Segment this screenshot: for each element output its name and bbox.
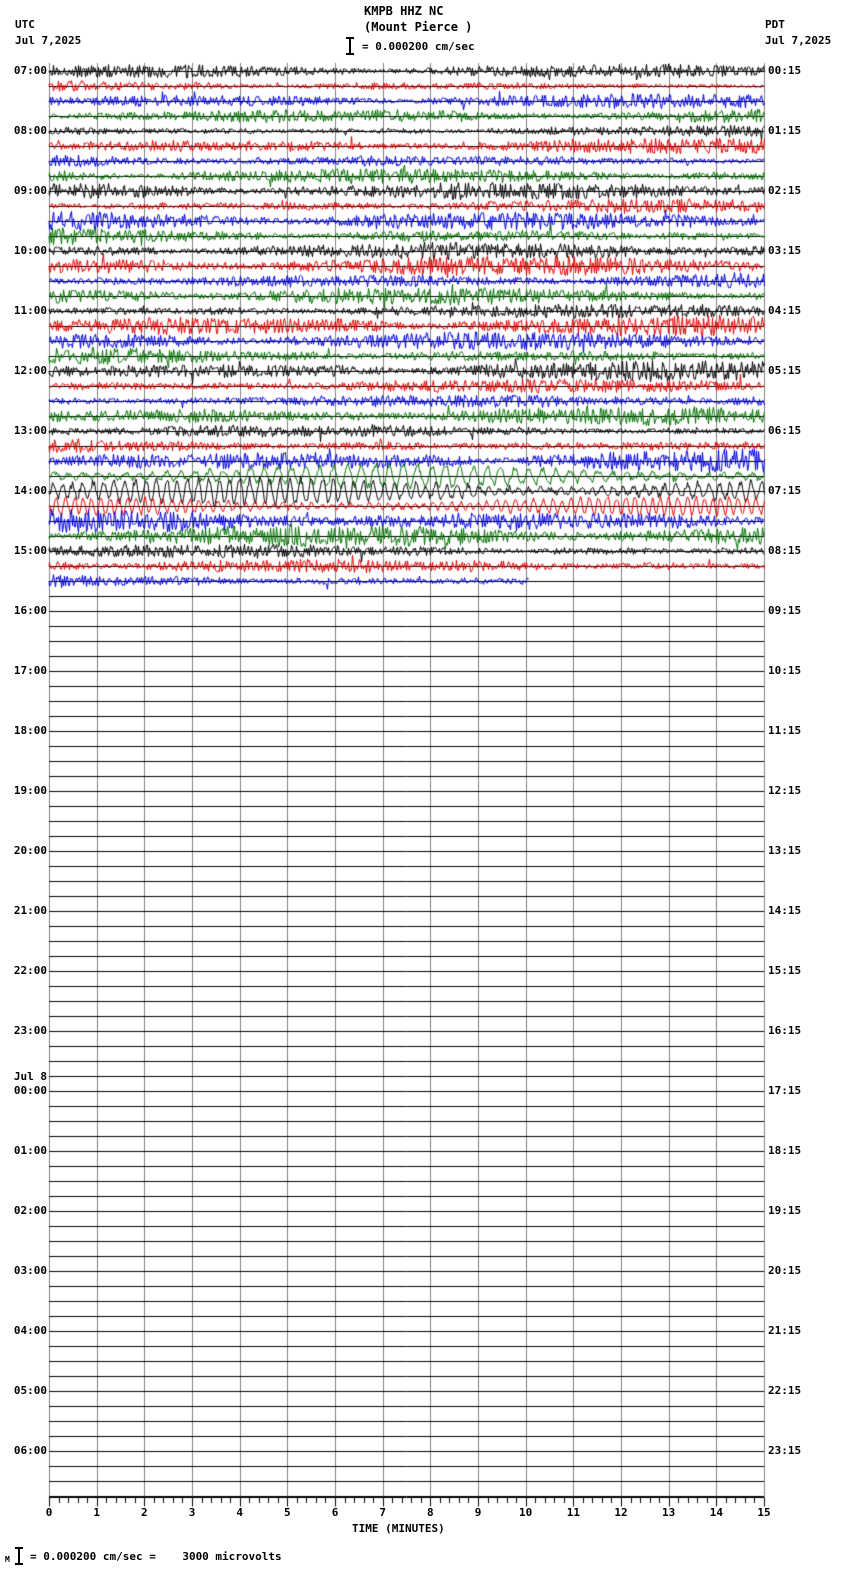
utc-hour-label: 21:00 (13, 904, 47, 917)
utc-hour-label: 05:00 (13, 1384, 47, 1397)
utc-hour-label: 00:00 (13, 1084, 47, 1097)
utc-hour-label: 17:00 (13, 664, 47, 677)
minute-tick-label: 8 (427, 1506, 434, 1519)
pdt-hour-label: 23:15 (768, 1444, 802, 1457)
pdt-hour-label: 00:15 (768, 64, 802, 77)
minute-tick-label: 1 (93, 1506, 100, 1519)
utc-hour-label: 13:00 (13, 424, 47, 437)
bottom-scale-bar-icon (15, 1547, 23, 1565)
minute-tick-label: 3 (188, 1506, 196, 1519)
pdt-hour-label: 19:15 (768, 1204, 802, 1217)
utc-hour-label: 19:00 (13, 784, 47, 797)
pdt-hour-label: 21:15 (768, 1324, 802, 1337)
pdt-hour-label: 15:15 (768, 964, 802, 977)
minute-tick-label: 9 (474, 1506, 482, 1519)
utc-hour-label: 14:00 (13, 484, 47, 497)
station-title: KMPB HHZ NC (364, 4, 444, 18)
bottom-scale-note: = 0.000200 cm/sec = 3000 microvolts (30, 1550, 282, 1563)
utc-hour-label: 08:00 (13, 124, 47, 137)
pdt-hour-label: 03:15 (768, 244, 802, 257)
pdt-hour-label: 20:15 (768, 1264, 802, 1277)
date-rollover-label: Jul 8 (13, 1070, 47, 1083)
pdt-hour-label: 09:15 (768, 604, 802, 617)
utc-hour-label: 20:00 (13, 844, 47, 857)
minute-tick-label: 0 (45, 1506, 53, 1519)
minute-tick-label: 6 (331, 1506, 339, 1519)
utc-hour-label: 15:00 (13, 544, 47, 557)
left-timezone-label: UTC (15, 18, 35, 31)
utc-hour-label: 09:00 (13, 184, 47, 197)
pdt-hour-label: 17:15 (768, 1084, 802, 1097)
utc-hour-label: 01:00 (13, 1144, 47, 1157)
pdt-hour-label: 12:15 (768, 784, 802, 797)
microvolt-glyph: M (5, 1555, 10, 1564)
right-timezone-label: PDT (765, 18, 785, 31)
station-subtitle: (Mount Pierce ) (364, 20, 473, 34)
pdt-hour-label: 06:15 (768, 424, 802, 437)
utc-hour-label: 12:00 (13, 364, 47, 377)
utc-hour-label: 23:00 (13, 1024, 47, 1037)
utc-hour-label: 18:00 (13, 724, 47, 737)
pdt-hour-label: 08:15 (768, 544, 802, 557)
minute-tick-label: 12 (614, 1506, 628, 1519)
utc-hour-label: 07:00 (13, 64, 47, 77)
minute-tick-label: 11 (566, 1506, 580, 1519)
minute-tick-label: 14 (709, 1506, 723, 1519)
utc-hour-label: 10:00 (13, 244, 47, 257)
pdt-hour-label: 10:15 (768, 664, 802, 677)
minute-tick-label: 7 (379, 1506, 386, 1519)
amplitude-scale-bar-icon (346, 37, 354, 55)
minute-tick-label: 15 (757, 1506, 771, 1519)
x-axis-title: TIME (MINUTES) (352, 1522, 445, 1535)
minute-tick-label: 5 (284, 1506, 291, 1519)
minute-tick-label: 2 (141, 1506, 148, 1519)
left-date-label: Jul 7,2025 (15, 34, 82, 47)
utc-hour-label: 04:00 (13, 1324, 47, 1337)
pdt-hour-label: 05:15 (768, 364, 802, 377)
utc-hour-label: 11:00 (13, 304, 47, 317)
pdt-hour-label: 13:15 (768, 844, 802, 857)
pdt-hour-label: 07:15 (768, 484, 802, 497)
pdt-hour-label: 16:15 (768, 1024, 802, 1037)
utc-hour-label: 22:00 (13, 964, 47, 977)
pdt-hour-label: 11:15 (768, 724, 802, 737)
pdt-hour-label: 04:15 (768, 304, 802, 317)
minute-tick-label: 13 (662, 1506, 676, 1519)
utc-hour-label: 03:00 (13, 1264, 47, 1277)
utc-hour-label: 06:00 (13, 1444, 47, 1457)
pdt-hour-label: 02:15 (768, 184, 802, 197)
pdt-hour-label: 18:15 (768, 1144, 802, 1157)
minute-tick-label: 10 (519, 1506, 533, 1519)
right-date-label: Jul 7,2025 (765, 34, 832, 47)
utc-hour-label: 16:00 (13, 604, 47, 617)
pdt-hour-label: 01:15 (768, 124, 802, 137)
utc-hour-label: 02:00 (13, 1204, 47, 1217)
amplitude-scale-text: = 0.000200 cm/sec (362, 40, 475, 53)
minute-tick-label: 4 (236, 1506, 243, 1519)
pdt-hour-label: 14:15 (768, 904, 802, 917)
pdt-hour-label: 22:15 (768, 1384, 802, 1397)
